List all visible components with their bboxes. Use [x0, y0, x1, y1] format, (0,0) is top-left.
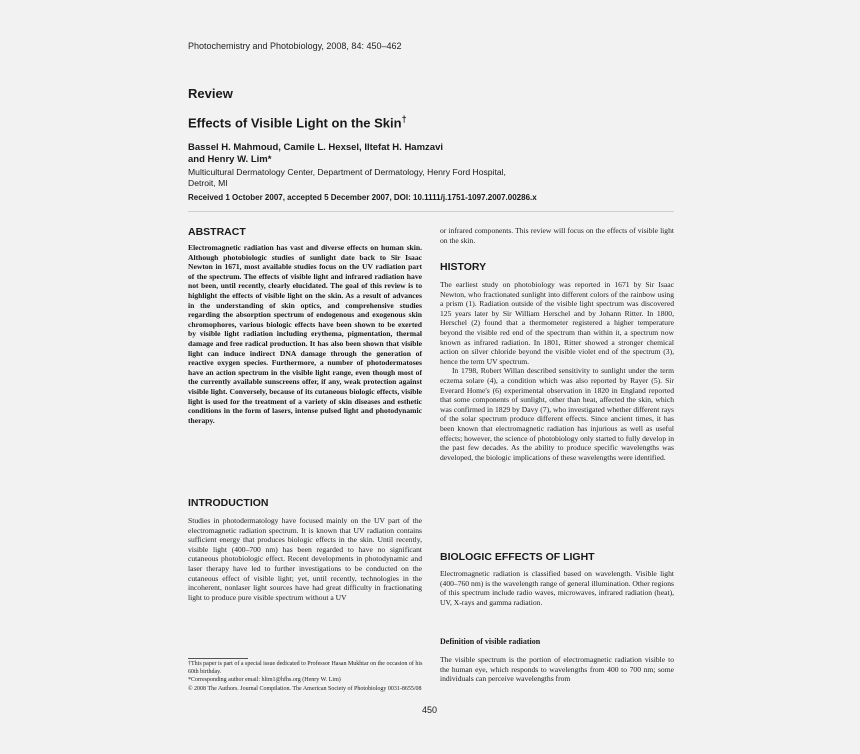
authors-line-1: Bassel H. Mahmoud, Camile L. Hexsel, Iltefat H. Hamzavi [188, 142, 443, 153]
abstract-heading: ABSTRACT [188, 226, 246, 238]
history-paragraph-2: In 1798, Robert Willan described sensitivity to sunlight under the term eczema solare (4), a condition which was also reported by Rayer (5). Sir Everard Home's (6) experimental observation in 1820 in England reported that some components of sunlight, other than heat, affected the skin, which was confirmed in 1829 by Davy (7), who investigated whether different rays of the solar spectrum produce different effects. Since ancient times, it has been known that electromagnetic radiation has injurious as well as useful effects; however, the science of photobiology only started to fully develop in the past few decades. As the ability to produce specific wavelengths was developed, the biologic implications of these wavelengths were identified. [440, 366, 674, 462]
introduction-text: Studies in photodermatology have focused mainly on the UV part of the electromagnetic radiation spectrum. It is known that UV radiation contains sufficient energy that produces biologic effects in the skin. Until recently, visible light (400–700 nm) has been regarded to have no significant cutaneous photobiologic effect. Recent developments in photodynamic and laser therapy have led to further investigations to be conducted on the cutaneous effect of visible light; yet, until recently, technologies in the incoherent, nonlaser light sources have had great difficulty in fractionating light to produce pure visible spectrum without a UV [188, 516, 422, 602]
footnote-corresponding-author: *Corresponding author email: hlim1@hfhs.org (Henry W. Lim) [188, 677, 341, 683]
definition-heading: Definition of visible radiation [440, 637, 541, 646]
introduction-heading: INTRODUCTION [188, 497, 269, 509]
article-title-text: Effects of Visible Light on the Skin [188, 115, 402, 131]
history-body [440, 280, 674, 462]
author-list [188, 142, 528, 166]
title-footnote-mark: † [401, 114, 407, 124]
footnote-copyright: © 2008 The Authors. Journal Compilation. The American Society of Photobiology 0031-8655/08 [188, 686, 422, 692]
article-title [188, 114, 407, 130]
abstract-text: Electromagnetic radiation has vast and diverse effects on human skin. Although photobiologic studies of sunlight date back to Sir Isaac Newton in 1671, most available studies focus on the UV radiation part of the spectrum. The effects of visible light and infrared radiation have not been, until recently, clearly elucidated. The goal of this review is to highlight the effects of visible light on the skin. As a result of advances in the understanding of skin optics, and comprehensive studies regarding the absorption spectrum of endogenous and exogenous skin chromophores, various biologic effects have been shown to be exerted by visible light radiation including erythema, pigmentation, thermal damage and free radical production. It has also been shown that visible light can induce indirect DNA damage through the generation of reactive oxygen species. Furthermore, a number of photodermatoses have an action spectrum in the visible light range, even though most of the currently available sunscreens offer, if any, weak protection against visible light. Conversely, because of its cutaneous biologic effects, visible light is used for the treatment of a variety of skin diseases and esthetic conditions in the form of lasers, intense pulsed light and photodynamic therapy. [188, 243, 422, 425]
history-heading: HISTORY [440, 261, 487, 273]
affiliation-line-2: Detroit, MI [188, 178, 228, 188]
history-paragraph-1: The earliest study on photobiology was reported in 1671 by Sir Isaac Newton, who fractionated sunlight into different colors of the rainbow using a prism (1). Radiation outside of the visible light spectrum was discovered 125 years later by Sir William Herschel and by Johann Ritter. In 1800, Herschel (2) found that a thermometer registered a higher temperature beyond the visible red end of the spectrum than within it, a spectrum now known as infrared radiation. In 1801, Ritter showed a stronger chemical action on silver chloride beyond the visible violet end of the spectrum (3), hence the term UV spectrum. [440, 280, 674, 366]
footnote-dedication: †This paper is part of a special issue dedicated to Professor Hasan Mukhtar on the occasion of his 60th birthday. [188, 661, 423, 675]
header-divider [188, 211, 674, 212]
introduction-continued-text: or infrared components. This review will focus on the effects of visible light on the skin. [440, 226, 674, 245]
article-type-label: Review [188, 86, 233, 101]
affiliation [188, 167, 548, 189]
definition-text: The visible spectrum is the portion of electromagnetic radiation visible to the human eye, which responds to wavelengths from 400 to 700 nm; some individuals can perceive wavelengths from [440, 655, 674, 684]
authors-line-2: and Henry W. Lim* [188, 154, 272, 165]
journal-citation: Photochemistry and Photobiology, 2008, 84: 450–462 [188, 41, 402, 51]
affiliation-line-1: Multicultural Dermatology Center, Department of Dermatology, Henry Ford Hospital, [188, 167, 506, 177]
biologic-effects-heading: BIOLOGIC EFFECTS OF LIGHT [440, 551, 595, 563]
received-dates: Received 1 October 2007, accepted 5 December 2007, DOI: 10.1111/j.1751-1097.2007.00286.x [188, 193, 537, 202]
biologic-effects-text: Electromagnetic radiation is classified based on wavelength. Visible light (400–760 nm) is the wavelength range of general illumination. Other regions of this spectrum include radio waves, microwaves, infrared radiation (heat), UV, X-rays and gamma radiation. [440, 569, 674, 607]
footnote-divider [188, 658, 248, 659]
page-number: 450 [422, 705, 438, 715]
